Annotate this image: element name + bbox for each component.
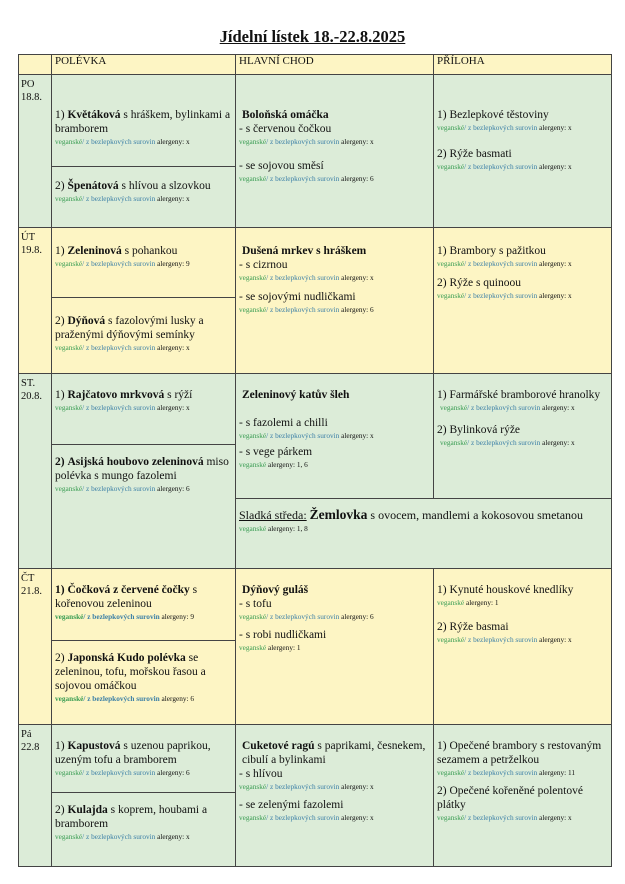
soup-cell [52,725,236,867]
day-row-wednesday [19,374,612,499]
soup-item: 1) Rajčatovo mrkvová s rýží veganské/ z bezlepkových surovin alergeny: x [55,389,193,412]
dessert-item: Sladká středa: Žemlovka s ovocem, mandlemi a kokosovou smetanou veganské alergeny: 1, 8 [239,506,584,533]
day-cell [19,228,52,374]
day-name: ÚT [21,232,35,243]
day-row-friday [19,725,612,867]
soup-item: 1) Čočková z červené čočky s kořenovou zeleninou veganské/ z bezlepkových surovin alergeny: 9 [55,584,198,621]
day-date: 21.8. [21,586,42,597]
menu-title: Jídelní lístek 18.-22.8.2025 [219,27,406,46]
side-cell [434,374,612,499]
main-item: Boloňská omáčka - s červenou čočkou veganské/ z bezlepkových surovin alergeny: x - se sojovou směsí veganské/ z bezlepkových surovin alergeny: 6 [239,109,374,183]
main-cell [236,374,434,499]
main-item: Cuketové ragú s paprikami, česnekem, cibulí a bylinkami - s hlívou veganské/ z bezlepkových surovin alergeny: x - se zelenými fazolemi veganské/ z bezlepkových surovin alergeny: x [239,740,426,822]
day-row-monday [19,75,612,228]
main-item: Zeleninový katův šleh - s fazolemi a chilli veganské/ z bezlepkových surovin alergeny: x - s vege párkem veganské alergeny: 1, 6 [239,389,374,469]
dessert-cell [236,498,612,568]
soup-item: 2) Špenátová s hlívou a slzovkou veganské/ z bezlepkových surovin alergeny: x [52,166,235,227]
header-row [19,55,612,75]
header-side: PŘÍLOHA [434,55,612,75]
day-row-tuesday [19,228,612,374]
side-cell [434,569,612,725]
day-cell [19,75,52,228]
main-cell [236,228,434,374]
day-cell [19,569,52,725]
day-date: 20.8. [21,391,42,402]
side-item: 1) Brambory s pažitkou veganské/ z bezlepkových surovin alergeny: x 2) Rýže s quinoou veganské/ z bezlepkových surovin alergeny: x [437,245,572,300]
day-name: ČT [21,573,35,584]
side-item: 1) Kynuté houskové knedlíky veganské alergeny: 1 2) Rýže basmai veganské/ z bezlepkových surovin alergeny: x [437,584,574,644]
day-cell [19,374,52,569]
header-main: HLAVNÍ CHOD [236,55,434,75]
side-cell [434,75,612,228]
main-cell [236,569,434,725]
day-date: 18.8. [21,92,42,103]
main-cell [236,75,434,228]
side-cell [434,725,612,867]
soup-cell [52,228,236,374]
day-cell [19,725,52,867]
soup-item: 2) Asijská houbovo zeleninová miso polévka s mungo fazolemi veganské/ z bezlepkových surovin alergeny: 6 [52,444,235,568]
day-date: 22.8 [21,742,40,753]
soup-cell [52,75,236,228]
header-empty [19,55,52,75]
soup-item: 2) Kulajda s koprem, houbami a bramborem veganské/ z bezlepkových surovin alergeny: x [52,792,235,866]
day-name: Pá [21,729,32,740]
soup-item: 2) Dýňová s fazolovými lusky a praženými dýňovými semínky veganské/ z bezlepkových surovin alergeny: x [52,297,235,373]
soup-item: 1) Kapustová s uzenou paprikou, uzeným tofu a bramborem veganské/ z bezlepkových surovin alergeny: 6 [55,740,211,777]
day-date: 19.8. [21,245,42,256]
soup-item: 2) Japonská Kudo polévka se zeleninou, tofu, mořskou řasou a sojovou omáčkou veganské/ z bezlepkových surovin alergeny: 6 [52,640,235,720]
day-name: PO [21,79,35,90]
day-name: ST. [21,378,36,389]
soup-cell [52,374,236,569]
side-cell [434,228,612,374]
main-cell [236,725,434,867]
header-soup: POLÉVKA [52,55,236,75]
side-item: 1) Opečené brambory s restovaným sezamem a petrželkou veganské/ z bezlepkových surovin alergeny: 11 2) Opečené kořeněné polentové plátky veganské/ z bezlepkových surovin alergeny: x [437,740,602,822]
main-item: Dýňový guláš - s tofu veganské/ z bezlepkových surovin alergeny: 6 - s robi nudličkami veganské alergeny: 1 [239,584,374,652]
side-item: 1) Bezlepkové těstoviny veganské/ z bezlepkových surovin alergeny: x 2) Rýže basmati veganské/ z bezlepkových surovin alergeny: x [437,109,572,171]
soup-cell [52,569,236,725]
soup-item: 1) Zeleninová s pohankou veganské/ z bezlepkových surovin alergeny: 9 [55,245,190,268]
side-item: 1) Farmářské bramborové hranolky veganské/ z bezlepkových surovin alergeny: x 2) Bylinková rýže veganské/ z bezlepkových surovin alergeny: x [437,389,601,447]
day-row-thursday [19,569,612,725]
menu-table [18,54,612,867]
soup-item: 1) Květáková s hráškem, bylinkami a bramborem veganské/ z bezlepkových surovin alergeny: x [55,109,231,146]
main-item: Dušená mrkev s hráškem - s cizrnou veganské/ z bezlepkových surovin alergeny: x - se sojovými nudličkami veganské/ z bezlepkových surovin alergeny: 6 [239,245,374,314]
